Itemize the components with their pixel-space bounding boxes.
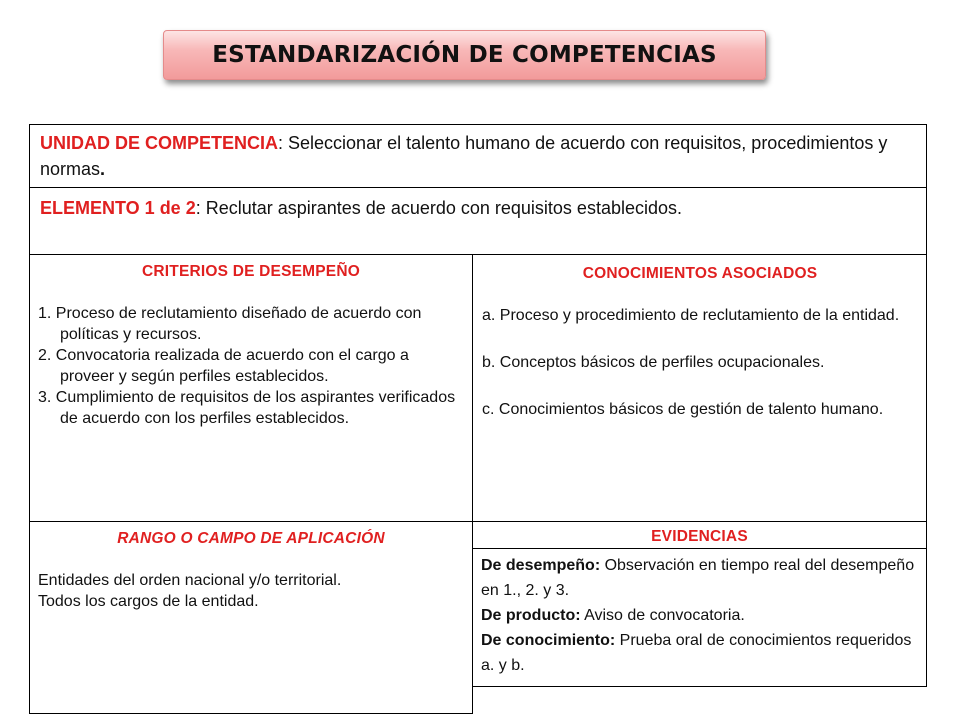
rango-line-2: Todos los cargos de la entidad. <box>38 593 259 610</box>
evidencia-label: De producto: <box>481 607 581 624</box>
evidencias-box <box>472 548 927 687</box>
evidencia-label: De desempeño: <box>481 557 601 574</box>
title-banner <box>163 30 766 80</box>
rango-line-1: Entidades del orden nacional y/o territorial. <box>38 572 342 589</box>
evidencias-heading: EVIDENCIAS <box>651 528 748 545</box>
rango-box <box>29 521 473 714</box>
page-title: ESTANDARIZACIÓN DE COMPETENCIAS <box>212 42 717 68</box>
evidencia-item-conocimiento <box>481 628 918 678</box>
conocimiento-item-b: b. Conceptos básicos de perfiles ocupacionales. <box>482 354 825 371</box>
evidencia-text: Observación en tiempo real del desempeño en 1., 2. y 3. <box>481 557 915 599</box>
criterios-heading: CRITERIOS DE DESEMPEÑO <box>142 263 360 280</box>
unidad-end: . <box>100 159 106 179</box>
rango-heading: RANGO O CAMPO DE APLICACIÓN <box>117 530 385 547</box>
evidencia-item-desempeno <box>481 553 918 603</box>
conocimiento-item-c: c. Conocimientos básicos de gestión de talento humano. <box>482 401 884 418</box>
criterios-box <box>29 254 473 522</box>
criterio-item-3: 3. Cumplimiento de requisitos de los aspirantes verificados de acuerdo con los perfiles establecidos. <box>38 389 456 427</box>
elemento-label: ELEMENTO 1 de 2 <box>40 198 196 218</box>
conocimiento-item-a: a. Proceso y procedimiento de reclutamiento de la entidad. <box>482 307 900 324</box>
evidencia-item-producto <box>481 603 918 628</box>
conocimientos-box <box>472 254 927 522</box>
elemento-text: : Reclutar aspirantes de acuerdo con requisitos establecidos. <box>195 198 682 218</box>
unidad-competencia-box <box>29 124 927 188</box>
evidencia-label: De conocimiento: <box>481 632 616 649</box>
criterio-item-2: 2. Convocatoria realizada de acuerdo con el cargo a proveer y según perfiles establecidos. <box>38 347 409 385</box>
unidad-label: UNIDAD DE COMPETENCIA <box>40 133 279 153</box>
criterio-item-1: 1. Proceso de reclutamiento diseñado de acuerdo con políticas y recursos. <box>38 305 422 343</box>
unidad-text: : Seleccionar el talento humano de acuerdo con requisitos, procedimientos y normas <box>40 133 888 179</box>
conocimientos-heading: CONOCIMIENTOS ASOCIADOS <box>582 265 818 282</box>
evidencias-heading-box <box>472 521 927 549</box>
evidencia-text: Prueba oral de conocimientos requeridos a. y b. <box>481 632 912 674</box>
elemento-box <box>29 187 927 255</box>
evidencia-text: Aviso de convocatoria. <box>580 607 745 624</box>
